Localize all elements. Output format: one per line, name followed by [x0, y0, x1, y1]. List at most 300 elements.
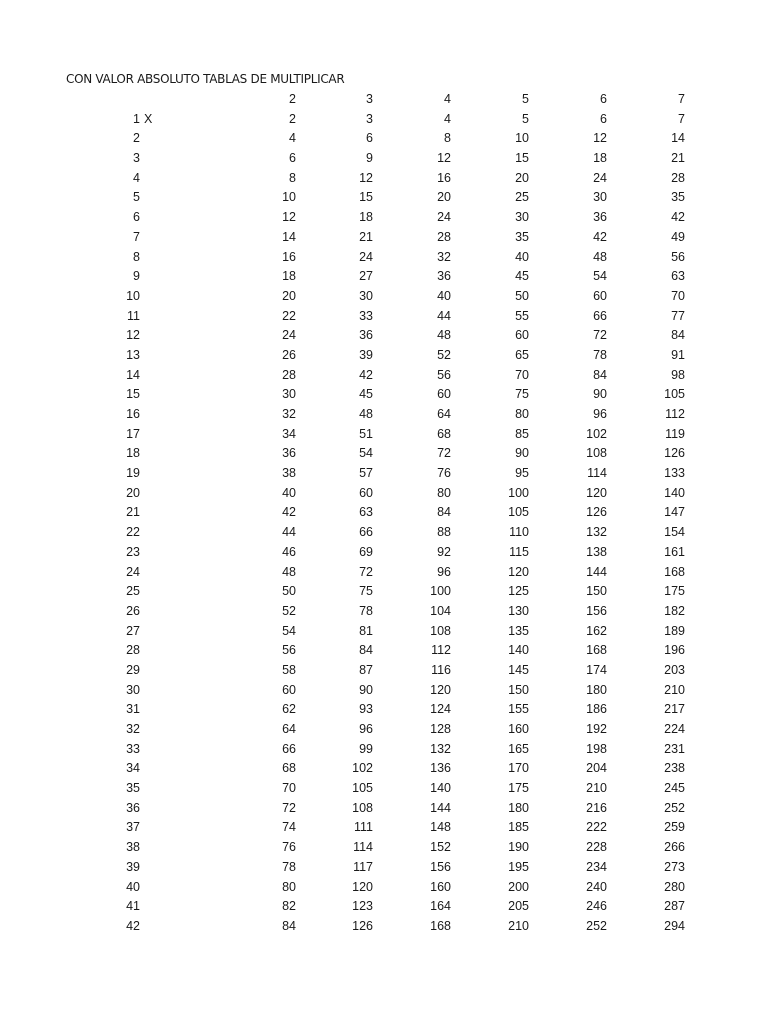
product-cell: 117 [353, 859, 373, 874]
product-cell: 56 [437, 367, 451, 382]
table-row [0, 779, 768, 799]
product-cell: 36 [593, 210, 607, 225]
product-cell: 66 [593, 308, 607, 323]
product-cell: 85 [515, 426, 529, 441]
row-multiplier: 12 [126, 328, 140, 343]
product-cell: 205 [508, 899, 529, 914]
table-row [0, 878, 768, 898]
product-cell: 7 [678, 111, 685, 126]
product-cell: 10 [515, 131, 529, 146]
product-cell: 69 [359, 544, 373, 559]
product-cell: 100 [430, 584, 451, 599]
table-row [0, 385, 768, 405]
product-cell: 16 [437, 170, 451, 185]
product-cell: 92 [437, 544, 451, 559]
product-cell: 74 [282, 820, 296, 835]
product-cell: 68 [437, 426, 451, 441]
product-cell: 105 [352, 781, 373, 796]
row-multiplier: 2 [133, 131, 140, 146]
table-row [0, 228, 768, 248]
row-multiplier: 39 [126, 859, 140, 874]
product-cell: 12 [437, 151, 451, 166]
product-cell: 35 [671, 190, 685, 205]
product-cell: 100 [508, 485, 529, 500]
product-cell: 49 [671, 229, 685, 244]
product-cell: 148 [430, 820, 451, 835]
product-cell: 28 [671, 170, 685, 185]
table-row [0, 444, 768, 464]
product-cell: 90 [593, 387, 607, 402]
table-row [0, 149, 768, 169]
product-cell: 273 [664, 859, 685, 874]
product-cell: 138 [586, 544, 607, 559]
product-cell: 105 [664, 387, 685, 402]
product-cell: 186 [586, 702, 607, 717]
product-cell: 126 [352, 918, 373, 933]
product-cell: 48 [593, 249, 607, 264]
product-cell: 20 [282, 288, 296, 303]
table-row [0, 129, 768, 149]
multiplication-table [0, 90, 768, 937]
product-cell: 152 [430, 840, 451, 855]
product-cell: 144 [586, 564, 607, 579]
product-cell: 65 [515, 347, 529, 362]
product-cell: 12 [359, 170, 373, 185]
product-cell: 108 [352, 800, 373, 815]
sheet-title: CON VALOR ABSOLUTO TABLAS DE MULTIPLICAR [66, 72, 345, 86]
product-cell: 44 [282, 525, 296, 540]
product-cell: 154 [664, 525, 685, 540]
product-cell: 75 [359, 584, 373, 599]
row-multiplier: 36 [126, 800, 140, 815]
product-cell: 160 [508, 722, 529, 736]
product-cell: 68 [282, 761, 296, 776]
product-cell: 51 [359, 426, 373, 441]
table-row [0, 110, 768, 130]
product-cell: 161 [664, 544, 685, 559]
product-cell: 96 [593, 407, 607, 421]
table-row [0, 681, 768, 701]
row-multiplier: 14 [126, 367, 140, 382]
row-multiplier: 5 [133, 190, 140, 205]
product-cell: 84 [593, 367, 607, 382]
product-cell: 133 [664, 466, 685, 481]
product-cell: 168 [430, 918, 451, 933]
row-multiplier: 41 [126, 899, 140, 914]
product-cell: 32 [282, 407, 296, 421]
product-cell: 15 [359, 190, 373, 205]
product-cell: 96 [437, 564, 451, 579]
product-cell: 240 [586, 879, 607, 894]
product-cell: 259 [664, 820, 685, 835]
product-cell: 140 [430, 781, 451, 796]
product-cell: 165 [508, 741, 529, 756]
product-cell: 204 [586, 761, 607, 776]
product-cell: 27 [359, 269, 373, 284]
product-cell: 64 [282, 722, 296, 736]
product-cell: 28 [437, 229, 451, 244]
product-cell: 45 [515, 269, 529, 284]
product-cell: 105 [508, 505, 529, 520]
product-cell: 168 [586, 643, 607, 658]
row-multiplier: 4 [133, 170, 140, 185]
product-cell: 180 [508, 800, 529, 815]
product-cell: 266 [664, 840, 685, 855]
row-multiplier: 40 [126, 879, 140, 894]
product-cell: 222 [586, 820, 607, 835]
table-row [0, 563, 768, 583]
product-cell: 104 [430, 603, 451, 618]
product-cell: 64 [437, 407, 451, 421]
product-cell: 175 [664, 584, 685, 599]
product-cell: 2 [289, 111, 296, 126]
table-row [0, 582, 768, 602]
product-cell: 18 [359, 210, 373, 225]
product-cell: 54 [593, 269, 607, 284]
product-cell: 210 [508, 918, 529, 933]
table-row [0, 366, 768, 386]
product-cell: 102 [352, 761, 373, 776]
product-cell: 145 [508, 662, 529, 677]
table-row [0, 602, 768, 622]
row-multiplier: 28 [126, 643, 140, 658]
product-cell: 12 [593, 131, 607, 146]
product-cell: 119 [665, 426, 685, 441]
row-multiplier: 6 [133, 210, 140, 225]
row-multiplier: 32 [126, 722, 140, 736]
table-row [0, 248, 768, 268]
product-cell: 84 [359, 643, 373, 658]
product-cell: 280 [664, 879, 685, 894]
product-cell: 147 [664, 505, 685, 520]
product-cell: 76 [282, 840, 296, 855]
product-cell: 203 [664, 662, 685, 677]
product-cell: 24 [593, 170, 607, 185]
product-cell: 95 [515, 466, 529, 481]
table-row [0, 917, 768, 937]
header-row [0, 90, 768, 110]
product-cell: 130 [508, 603, 529, 618]
product-cell: 123 [352, 899, 373, 914]
table-row [0, 169, 768, 189]
product-cell: 45 [359, 387, 373, 402]
product-cell: 196 [664, 643, 685, 658]
table-row [0, 720, 768, 740]
product-cell: 28 [282, 367, 296, 382]
product-cell: 6 [366, 131, 373, 146]
product-cell: 30 [359, 288, 373, 303]
product-cell: 125 [508, 584, 529, 599]
product-cell: 91 [671, 347, 685, 362]
row-multiplier: 1 [133, 111, 140, 126]
row-multiplier: 17 [126, 426, 140, 441]
table-row [0, 897, 768, 917]
product-cell: 30 [515, 210, 529, 225]
table-row [0, 307, 768, 327]
product-cell: 42 [282, 505, 296, 520]
product-cell: 140 [508, 643, 529, 658]
product-cell: 252 [586, 918, 607, 933]
row-multiplier: 18 [126, 446, 140, 461]
row-marker: X [144, 111, 153, 126]
product-cell: 36 [359, 328, 373, 343]
product-cell: 8 [444, 131, 451, 146]
product-cell: 84 [437, 505, 451, 520]
product-cell: 210 [664, 682, 685, 697]
product-cell: 108 [430, 623, 451, 638]
header-cell: 4 [444, 92, 451, 106]
product-cell: 78 [282, 859, 296, 874]
product-cell: 30 [593, 190, 607, 205]
product-cell: 56 [282, 643, 296, 658]
product-cell: 30 [282, 387, 296, 402]
product-cell: 81 [359, 623, 373, 638]
product-cell: 72 [359, 564, 373, 579]
product-cell: 160 [430, 879, 451, 894]
table-row [0, 622, 768, 642]
product-cell: 70 [515, 367, 529, 382]
product-cell: 112 [665, 407, 685, 421]
product-cell: 10 [282, 190, 296, 205]
product-cell: 48 [359, 407, 373, 421]
table-row [0, 838, 768, 858]
row-multiplier: 9 [133, 269, 140, 284]
row-multiplier: 24 [126, 564, 140, 579]
product-cell: 120 [430, 682, 451, 697]
product-cell: 90 [515, 446, 529, 461]
product-cell: 234 [586, 859, 607, 874]
row-multiplier: 3 [133, 151, 140, 166]
product-cell: 90 [359, 682, 373, 697]
product-cell: 126 [586, 505, 607, 520]
product-cell: 72 [593, 328, 607, 343]
product-cell: 63 [671, 269, 685, 284]
product-cell: 58 [282, 662, 296, 677]
product-cell: 50 [515, 288, 529, 303]
product-cell: 170 [508, 761, 529, 776]
product-cell: 40 [437, 288, 451, 303]
product-cell: 114 [587, 466, 607, 481]
product-cell: 245 [664, 781, 685, 796]
product-cell: 124 [430, 702, 451, 717]
product-cell: 164 [430, 899, 451, 914]
product-cell: 294 [664, 918, 685, 933]
row-multiplier: 21 [126, 505, 140, 520]
product-cell: 14 [282, 229, 296, 244]
row-multiplier: 34 [126, 761, 140, 776]
row-multiplier: 25 [126, 584, 140, 599]
product-cell: 42 [593, 229, 607, 244]
product-cell: 77 [671, 308, 685, 323]
table-row [0, 503, 768, 523]
header-cell: 5 [522, 92, 529, 106]
product-cell: 135 [508, 623, 529, 638]
product-cell: 162 [586, 623, 607, 638]
product-cell: 246 [586, 899, 607, 914]
product-cell: 216 [586, 800, 607, 815]
table-row [0, 405, 768, 425]
product-cell: 50 [282, 584, 296, 599]
product-cell: 21 [359, 229, 373, 244]
row-multiplier: 11 [127, 308, 140, 323]
product-cell: 150 [586, 584, 607, 599]
table-row [0, 346, 768, 366]
table-row [0, 740, 768, 760]
row-multiplier: 31 [126, 702, 140, 717]
row-multiplier: 16 [126, 407, 140, 421]
product-cell: 120 [352, 879, 373, 894]
row-multiplier: 42 [126, 918, 140, 933]
product-cell: 16 [282, 249, 296, 264]
product-cell: 34 [282, 426, 296, 441]
product-cell: 9 [366, 151, 373, 166]
product-cell: 252 [664, 800, 685, 815]
product-cell: 36 [282, 446, 296, 461]
product-cell: 174 [586, 662, 607, 677]
table-row [0, 425, 768, 445]
product-cell: 93 [359, 702, 373, 717]
product-cell: 96 [359, 722, 373, 736]
row-multiplier: 29 [126, 662, 140, 677]
header-cell: 2 [289, 92, 296, 106]
product-cell: 46 [282, 544, 296, 559]
product-cell: 60 [593, 288, 607, 303]
table-row [0, 484, 768, 504]
row-multiplier: 27 [126, 623, 140, 638]
product-cell: 114 [353, 840, 373, 855]
product-cell: 120 [508, 564, 529, 579]
product-cell: 150 [508, 682, 529, 697]
product-cell: 48 [282, 564, 296, 579]
row-multiplier: 30 [126, 682, 140, 697]
product-cell: 60 [515, 328, 529, 343]
product-cell: 84 [282, 918, 296, 933]
product-cell: 5 [522, 111, 529, 126]
product-cell: 112 [431, 643, 451, 658]
product-cell: 4 [444, 111, 451, 126]
product-cell: 116 [431, 662, 451, 677]
product-cell: 24 [282, 328, 296, 343]
product-cell: 44 [437, 308, 451, 323]
product-cell: 128 [430, 722, 451, 736]
product-cell: 8 [289, 170, 296, 185]
table-row [0, 326, 768, 346]
product-cell: 3 [366, 111, 373, 126]
product-cell: 238 [664, 761, 685, 776]
product-cell: 18 [593, 151, 607, 166]
product-cell: 210 [586, 781, 607, 796]
product-cell: 72 [282, 800, 296, 815]
table-row [0, 858, 768, 878]
table-row [0, 287, 768, 307]
product-cell: 18 [282, 269, 296, 284]
product-cell: 54 [359, 446, 373, 461]
product-cell: 98 [671, 367, 685, 382]
row-multiplier: 20 [126, 485, 140, 500]
product-cell: 55 [515, 308, 529, 323]
product-cell: 54 [282, 623, 296, 638]
table-row [0, 188, 768, 208]
product-cell: 66 [282, 741, 296, 756]
product-cell: 35 [515, 229, 529, 244]
product-cell: 224 [664, 722, 685, 736]
product-cell: 76 [437, 466, 451, 481]
product-cell: 38 [282, 466, 296, 481]
product-cell: 63 [359, 505, 373, 520]
table-row [0, 523, 768, 543]
table-row [0, 464, 768, 484]
row-multiplier: 19 [126, 466, 140, 481]
product-cell: 60 [282, 682, 296, 697]
row-multiplier: 37 [126, 820, 140, 835]
table-row [0, 661, 768, 681]
product-cell: 48 [437, 328, 451, 343]
product-cell: 52 [437, 347, 451, 362]
product-cell: 155 [508, 702, 529, 717]
product-cell: 82 [282, 899, 296, 914]
product-cell: 189 [664, 623, 685, 638]
product-cell: 6 [600, 111, 607, 126]
product-cell: 72 [437, 446, 451, 461]
header-cell: 3 [366, 92, 373, 106]
product-cell: 195 [508, 859, 529, 874]
product-cell: 180 [586, 682, 607, 697]
row-multiplier: 13 [126, 347, 140, 362]
row-multiplier: 35 [126, 781, 140, 796]
header-cell: 7 [678, 92, 685, 106]
row-multiplier: 26 [126, 603, 140, 618]
product-cell: 21 [671, 151, 685, 166]
product-cell: 140 [664, 485, 685, 500]
product-cell: 190 [508, 840, 529, 855]
product-cell: 136 [430, 761, 451, 776]
product-cell: 192 [586, 722, 607, 736]
row-multiplier: 10 [126, 288, 140, 303]
product-cell: 40 [515, 249, 529, 264]
product-cell: 228 [586, 840, 607, 855]
product-cell: 144 [430, 800, 451, 815]
product-cell: 168 [664, 564, 685, 579]
product-cell: 24 [359, 249, 373, 264]
row-multiplier: 7 [133, 229, 140, 244]
row-multiplier: 8 [133, 249, 140, 264]
product-cell: 14 [671, 131, 685, 146]
row-multiplier: 38 [126, 840, 140, 855]
product-cell: 70 [282, 781, 296, 796]
product-cell: 62 [282, 702, 296, 717]
table-row [0, 208, 768, 228]
product-cell: 80 [437, 485, 451, 500]
product-cell: 36 [437, 269, 451, 284]
product-cell: 60 [359, 485, 373, 500]
product-cell: 108 [586, 446, 607, 461]
product-cell: 111 [353, 820, 373, 835]
product-cell: 110 [509, 525, 529, 540]
header-cell: 6 [600, 92, 607, 106]
product-cell: 132 [430, 741, 451, 756]
product-cell: 120 [586, 485, 607, 500]
product-cell: 57 [359, 466, 373, 481]
row-multiplier: 23 [126, 544, 140, 559]
product-cell: 33 [359, 308, 373, 323]
product-cell: 198 [586, 741, 607, 756]
product-cell: 132 [586, 525, 607, 540]
table-row [0, 799, 768, 819]
product-cell: 217 [664, 702, 685, 717]
product-cell: 42 [359, 367, 373, 382]
product-cell: 40 [282, 485, 296, 500]
product-cell: 66 [359, 525, 373, 540]
